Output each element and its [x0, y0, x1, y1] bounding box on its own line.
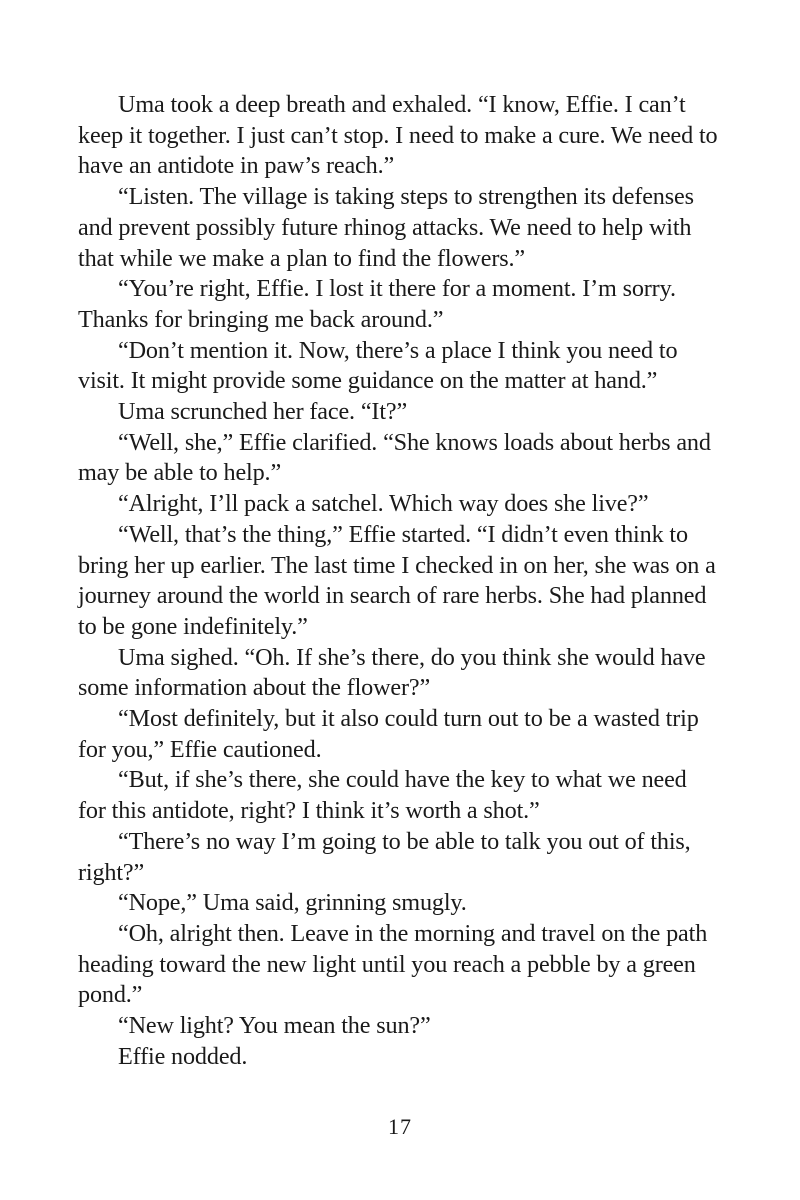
paragraph-11: “But, if she’s there, she could have the key to what we need for this antidote, right? I think it’s worth a shot.” [78, 766, 687, 825]
paragraph-12: “There’s no way I’m going to be able to talk you out of this, right?” [78, 827, 691, 886]
paragraph-6: “Well, she,” Effie clarified. “She knows loads about herbs and may be able to help.” [78, 428, 711, 487]
paragraph-1: Uma took a deep breath and exhaled. “I know, Effie. I can’t keep it together. I just can’t stop. I need to make a cure. We need to have an antidote in paw’s reach.” [78, 91, 718, 180]
paragraph-10: “Most definitely, but it also could turn out to be a wasted trip for you,” Effie cautioned. [78, 705, 699, 763]
paragraph-8: “Well, that’s the thing,” Effie started. “I didn’t even think to bring her up earlier. The last time I checked in on her, she was on a journey around the world in search of rare herbs. She had planned to be gone indefinitely.” [78, 520, 716, 640]
page-body [78, 90, 718, 1073]
page-number: 17 [388, 1114, 412, 1139]
paragraph-15: “New light? You mean the sun?” [118, 1012, 431, 1040]
paragraph-5: Uma scrunched her face. “It?” [118, 398, 408, 426]
paragraph-13: “Nope,” Uma said, grinning smugly. [118, 889, 467, 917]
paragraph-14: “Oh, alright then. Leave in the morning and travel on the path heading toward the new light until you reach a pebble by a green pond.” [78, 919, 708, 1009]
paragraph-9: Uma sighed. “Oh. If she’s there, do you think she would have some information about the flower?” [78, 643, 706, 702]
paragraph-7: “Alright, I’ll pack a satchel. Which way does she live?” [118, 490, 649, 518]
paragraph-3: “You’re right, Effie. I lost it there for a moment. I’m sorry. Thanks for bringing me back around.” [78, 275, 676, 333]
paragraph-16: Effie nodded. [118, 1042, 248, 1070]
paragraph-2: “Listen. The village is taking steps to strengthen its defenses and prevent possibly future rhinog attacks. We need to help with that while we make a plan to find the flowers.” [78, 183, 694, 272]
paragraph-4: “Don’t mention it. Now, there’s a place I think you need to visit. It might provide some guidance on the matter at hand.” [78, 336, 678, 395]
